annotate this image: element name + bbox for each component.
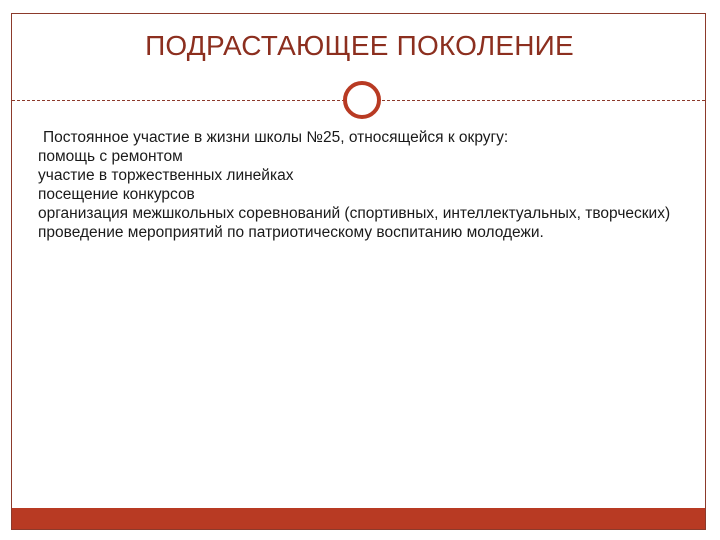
slide xyxy=(11,13,706,530)
list-item: посещение конкурсов xyxy=(38,186,195,203)
slide-body xyxy=(32,128,682,242)
list-item: помощь с ремонтом xyxy=(38,148,183,165)
intro-text: Постоянное участие в жизни школы №25, относящейся к округу: xyxy=(43,129,509,146)
slide-title: ПОДРАСТАЮЩЕЕ ПОКОЛЕНИЕ xyxy=(145,30,574,61)
list-item: проведение мероприятий по патриотическому воспитанию молодежи. xyxy=(38,224,544,241)
circle-ornament-icon xyxy=(343,81,381,119)
list-item: участие в торжественных линейках xyxy=(38,167,294,184)
footer-bar xyxy=(12,508,705,529)
list-item: организация межшкольных соревнований (спортивных, интеллектуальных, творческих) xyxy=(38,205,671,222)
